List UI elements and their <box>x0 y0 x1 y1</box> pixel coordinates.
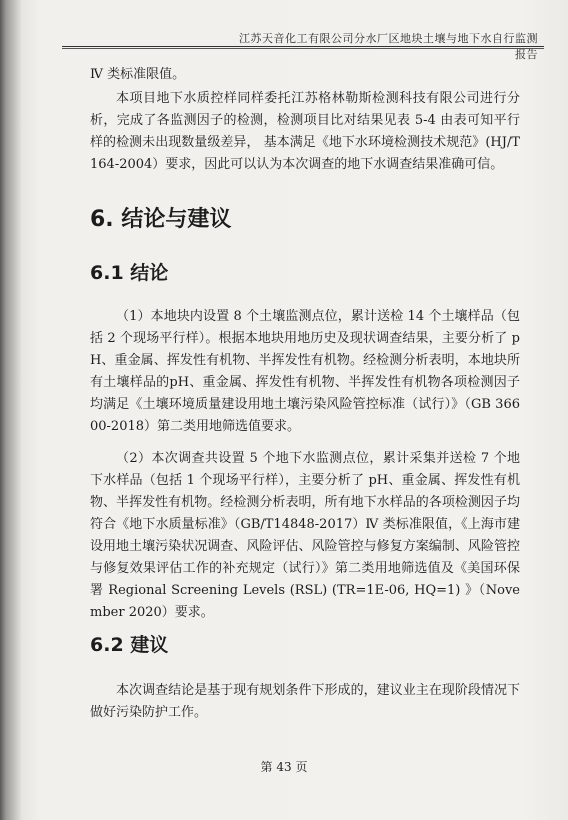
header-rule <box>62 46 544 47</box>
running-header: 江苏天音化工有限公司分水厂区地块土壤与地下水自行监测报告 <box>239 32 538 61</box>
subsection-heading: 6.1 结论 <box>90 262 169 284</box>
paragraph: 本次调查结论是基于现有规划条件下形成的，建议业主在现阶段情况下做好污染防护工作。 <box>90 683 520 720</box>
paragraph: （1）本地块内设置 8 个土壤监测点位，累计送检 14 个土壤样品（包括 2 个现场平行样）。根据本地块用地历史及现状调查结果，主要分析了 pH、重金属、挥发性有机物、半挥发性有机物。经检测分析表明，本地块所有土壤样品的pH、重金属、挥发性有机物、半挥发性有机物各项检测因子均满足《土壤环境质量建设用地土壤污染风险管控标准（试行）》（GB 36600-2018）第二类用地筛选值要求。 <box>90 309 520 434</box>
paragraph: 本项目地下水质控样同样委托江苏格林勒斯检测科技有限公司进行分析，完成了各监测因子的检测，检测项目比对结果见表 5-4 由表可知平行样的检测未出现数量级差异， 基本满足《地下水环境检测技术规范》(HJ/T164-2004）要求，因此可以认为本次调查的地下水调查结果准确可信。 <box>90 91 520 172</box>
subsection-heading: 6.2 建议 <box>90 634 169 656</box>
paragraph: （2）本次调查共设置 5 个地下水监测点位，累计采集并送检 7 个地下水样品（包括 1 个现场平行样），主要分析了 pH、重金属、挥发性有机物、半挥发性有机物。经检测分析表明，所有地下水样品的各项检测因子均符合《地下水质量标准》（GB/T14848-2017）Ⅳ 类标准限值，《上海市建设用地土壤污染状况调查、风险评估、风险管控与修复方案编制、风险管控与修复效果评估工作的补充规定（试行）》第二类用地筛选值及《美国环保署 Regional Screening Levels (RSL) (TR=1E-06, HQ=1) 》（November 2020）要求。 <box>90 451 520 620</box>
section-heading: 6. 结论与建议 <box>90 207 232 232</box>
text-line: Ⅳ 类标准限值。 <box>90 67 186 82</box>
header-rule-thin <box>62 48 544 49</box>
page-number: 第 43 页 <box>260 760 308 774</box>
